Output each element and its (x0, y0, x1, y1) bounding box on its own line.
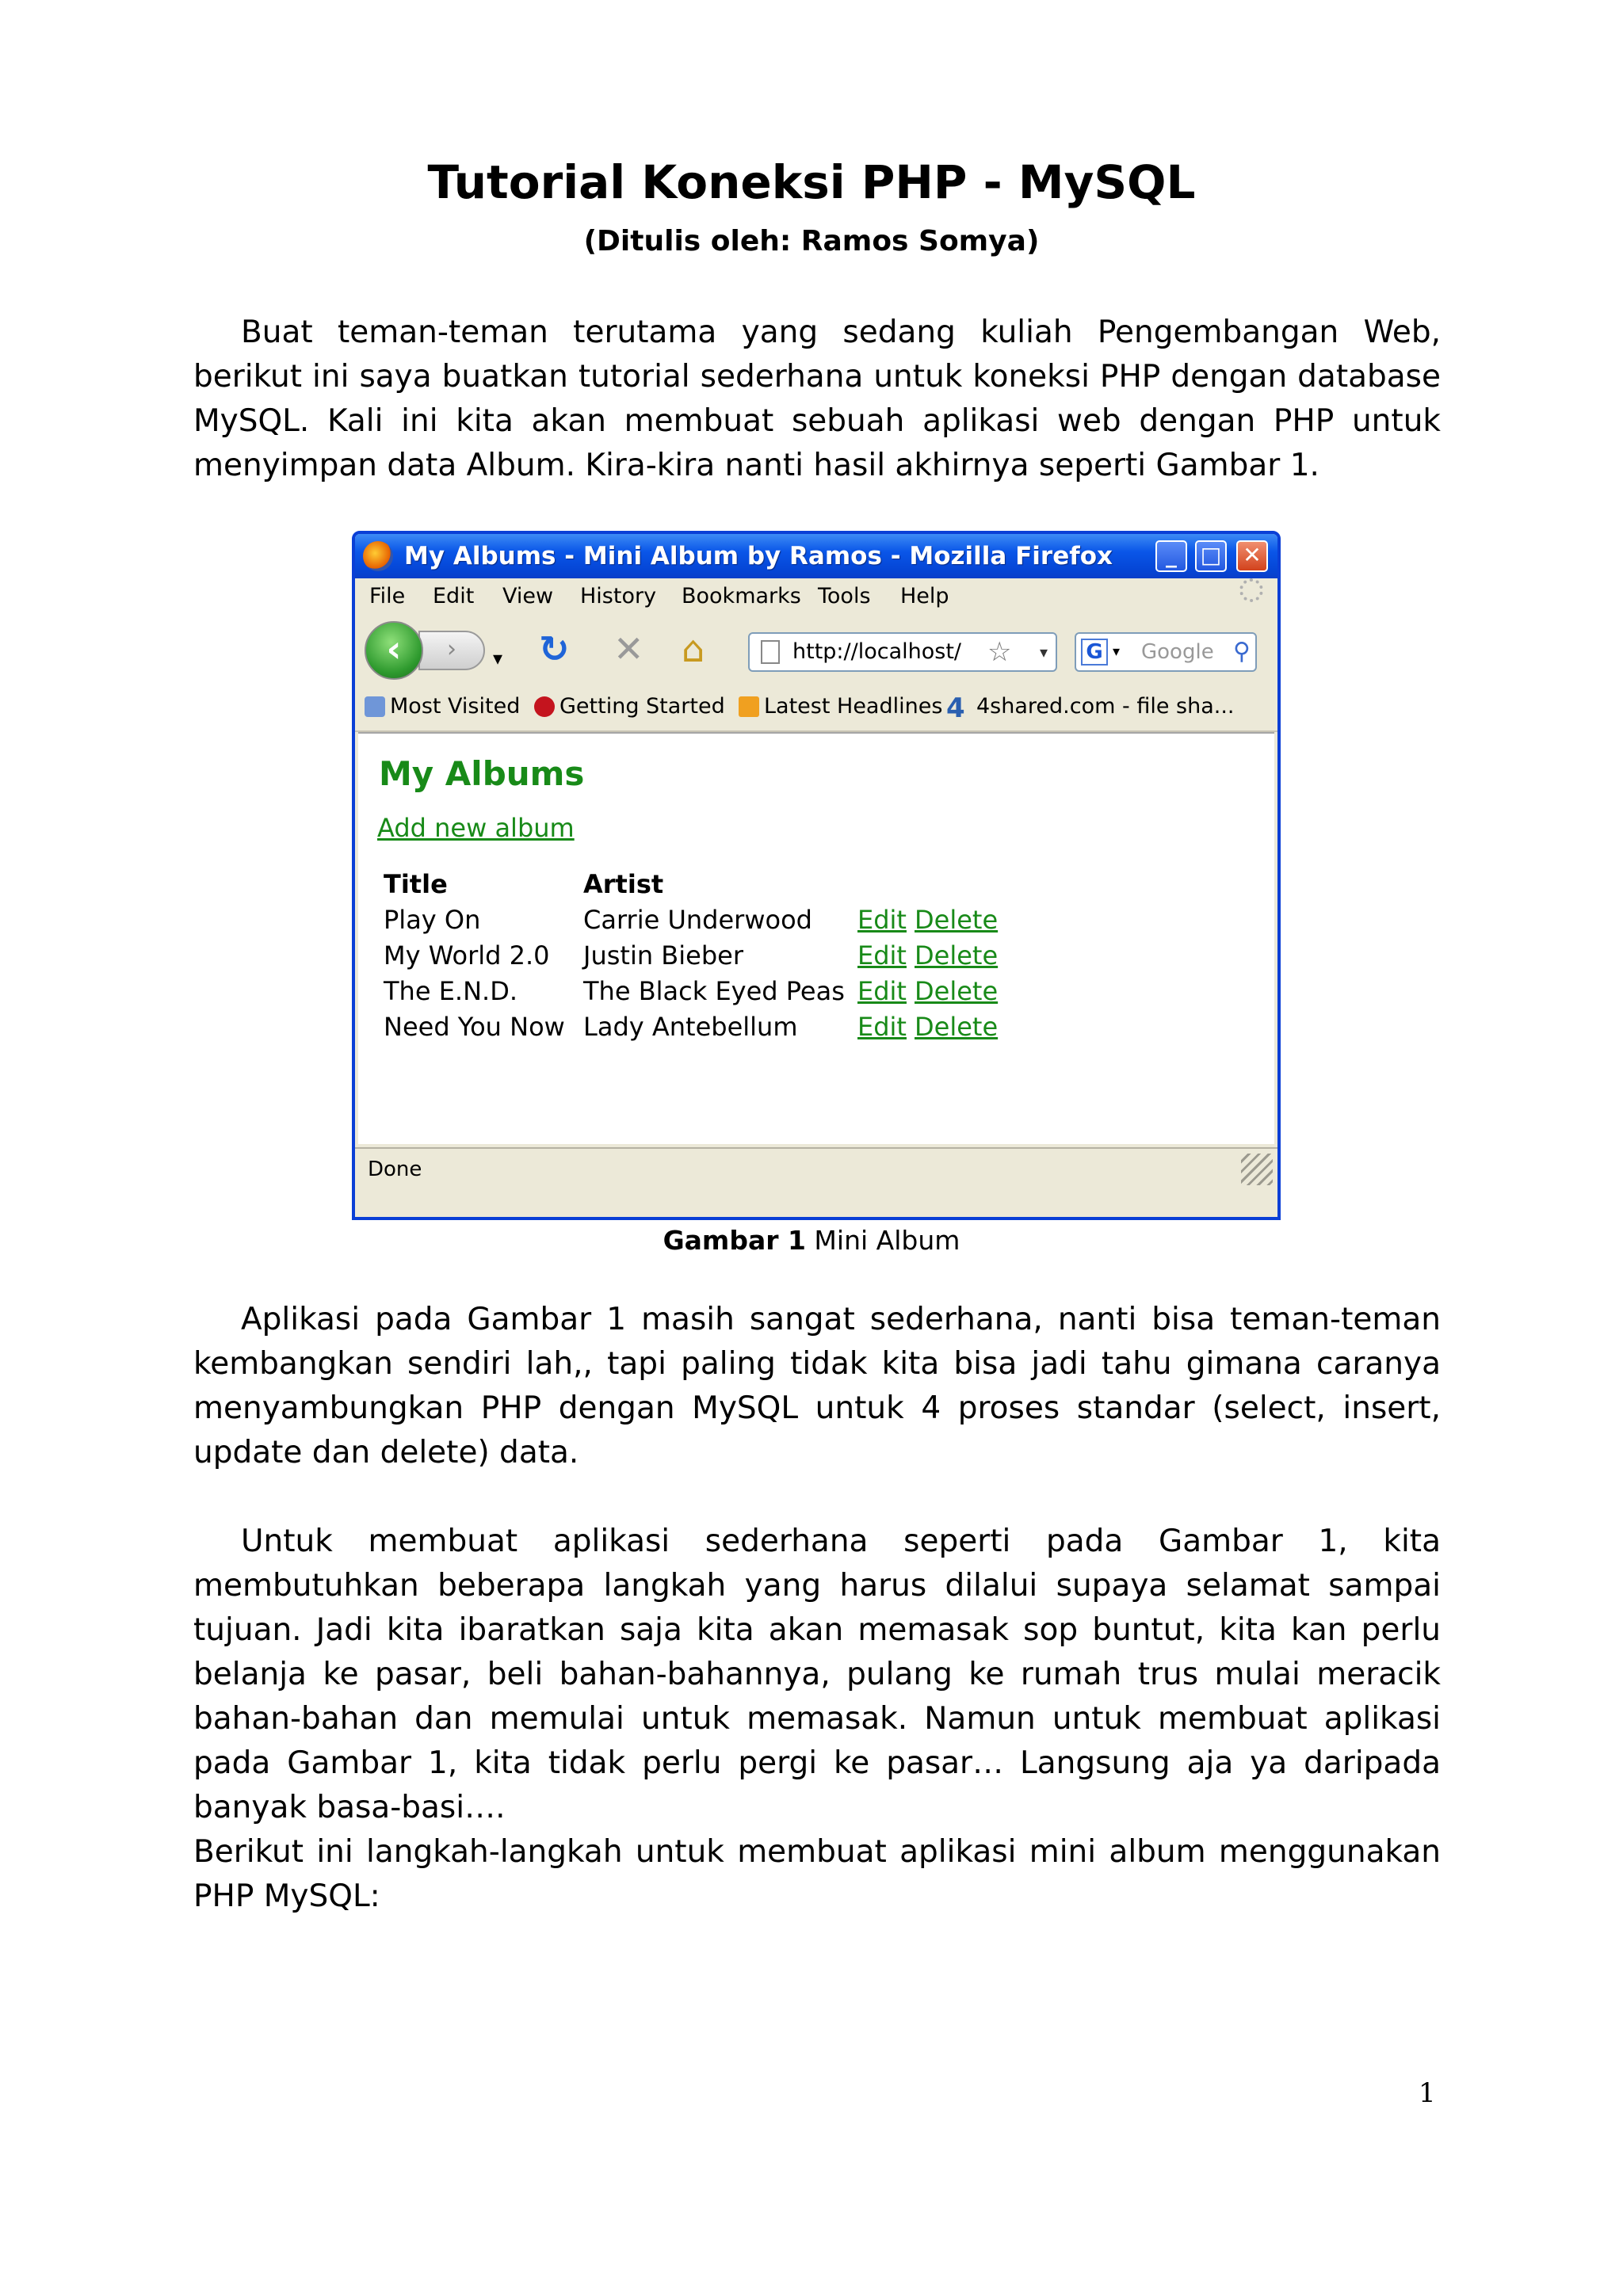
google-engine-icon[interactable]: G (1081, 639, 1108, 666)
column-header-artist: Artist (583, 869, 664, 899)
paragraph-2: Aplikasi pada Gambar 1 masih sangat sederhana, nanti bisa teman-teman kembangkan sendiri lah,, tapi paling tidak kita bisa jadi tahu gimana caranya menyambungkan PHP dengan MySQL untuk 4 proses standar (select, insert, update dan delete) data. (193, 1302, 1441, 1470)
engine-dropdown-icon[interactable]: ▾ (1113, 643, 1121, 660)
search-placeholder[interactable]: Google (1141, 640, 1214, 664)
document-byline: (Ditulis oleh: Ramos Somya) (583, 225, 1040, 257)
maximize-icon[interactable]: □ (1195, 540, 1227, 572)
firefox-window-screenshot (352, 531, 1281, 1220)
mozilla-icon (534, 696, 555, 717)
menu-item-history[interactable]: History (580, 584, 657, 608)
delete-link[interactable]: Delete (915, 905, 999, 935)
figure-caption (0, 1223, 1623, 1258)
reload-icon[interactable]: ↻ (539, 627, 570, 670)
url-text[interactable]: http://localhost/ (792, 639, 962, 664)
caption-label: Gambar 1 (663, 1225, 806, 1256)
document-title: Tutorial Koneksi PHP - MySQL (427, 155, 1196, 209)
bookmark-latest-headlines[interactable] (739, 683, 942, 730)
bookmark-label[interactable]: 4shared.com - file sha... (976, 694, 1235, 719)
bookmark-star-icon[interactable]: ☆ (987, 636, 1012, 668)
bookmark-label[interactable]: Latest Headlines (764, 694, 943, 719)
folder-icon (365, 696, 385, 717)
bookmarks-toolbar (355, 683, 1277, 732)
album-title: The E.N.D. (384, 976, 517, 1006)
menu-item-file[interactable]: File (369, 584, 406, 608)
bookmark-label[interactable]: Most Visited (390, 694, 521, 719)
album-title: Need You Now (384, 1012, 565, 1042)
album-artist: Lady Antebellum (583, 1012, 798, 1042)
delete-link[interactable]: Delete (915, 976, 999, 1006)
edit-link[interactable]: Edit (857, 940, 907, 971)
menu-item-bookmarks[interactable]: Bookmarks (682, 584, 801, 608)
bookmark-most-visited[interactable] (365, 683, 520, 730)
menu-item-tools[interactable]: Tools (818, 584, 871, 608)
url-bar[interactable] (748, 632, 1057, 672)
rss-feed-icon (739, 696, 759, 717)
menu-item-help[interactable]: Help (900, 584, 949, 608)
4shared-logo-icon: 4 (946, 692, 965, 724)
album-title: Play On (384, 905, 481, 935)
navigation-toolbar (355, 615, 1277, 683)
page-icon (761, 640, 780, 664)
paragraph-3: Untuk membuat aplikasi sederhana seperti pada Gambar 1, kita membutuhkan beberapa langkah yang harus dilalui supaya selamat sampai tujuan. Jadi kita ibaratkan saja kita akan memasak sop buntut, kita kan perlu belanja ke pasar, beli bahan-bahannya, pulang ke rumah trus mulai meracik bahan-bahan dan memulai untuk memasak. Namun untuk membuat aplikasi pada Gambar 1, kita tidak perlu pergi ke pasar… Langsung aja ya daripada banyak basa-basi…. (193, 1524, 1441, 1825)
search-icon[interactable]: ⚲ (1233, 638, 1251, 666)
bookmark-4shared[interactable] (946, 683, 1235, 730)
paragraph-4: Berikut ini langkah-langkah untuk membuat aplikasi mini album menggunakan PHP MySQL: (193, 1834, 1441, 1914)
url-dropdown-icon[interactable]: ▾ (1039, 643, 1048, 662)
window-titlebar (355, 534, 1277, 578)
stop-icon[interactable]: ✕ (613, 627, 644, 670)
edit-link[interactable]: Edit (857, 976, 907, 1006)
back-button[interactable]: ‹ (365, 621, 423, 680)
home-icon[interactable]: ⌂ (682, 627, 705, 670)
throbber-icon (1239, 578, 1263, 602)
intro-paragraph: Buat teman-teman terutama yang sedang kuliah Pengembangan Web, berikut ini saya buatkan tutorial sederhana untuk koneksi PHP dengan database MySQL. Kali ini kita akan membuat sebuah aplikasi web dengan PHP untuk menyimpan data Album. Kira-kira nanti hasil akhirnya seperti Gambar 1. (193, 315, 1441, 483)
album-artist: Carrie Underwood (583, 905, 812, 935)
bookmark-getting-started[interactable] (534, 683, 725, 730)
album-title: My World 2.0 (384, 940, 550, 971)
edit-link[interactable]: Edit (857, 905, 907, 935)
delete-link[interactable]: Delete (915, 1012, 999, 1042)
search-bar[interactable] (1075, 632, 1257, 672)
minimize-icon[interactable]: _ (1155, 540, 1187, 572)
page-number: 1 (1419, 2077, 1436, 2109)
page-content (358, 732, 1274, 1144)
delete-link[interactable]: Delete (915, 940, 999, 971)
caption-text: Mini Album (805, 1225, 960, 1256)
edit-link[interactable]: Edit (857, 1012, 907, 1042)
history-dropdown-icon[interactable]: ▾ (493, 647, 503, 669)
firefox-logo-icon (363, 541, 393, 571)
album-artist: Justin Bieber (583, 940, 743, 971)
resize-grip-icon[interactable] (1241, 1154, 1273, 1185)
column-header-title: Title (384, 869, 448, 899)
status-text: Done (368, 1158, 422, 1181)
forward-button[interactable]: › (418, 631, 485, 670)
add-new-album-link[interactable]: Add new album (377, 813, 575, 843)
window-title: My Albums - Mini Album by Ramos - Mozilla Firefox (404, 542, 1113, 570)
menu-item-edit[interactable]: Edit (433, 584, 475, 608)
album-artist: The Black Eyed Peas (583, 976, 845, 1006)
albums-heading: My Albums (379, 754, 585, 793)
menu-item-view[interactable]: View (502, 584, 554, 608)
status-bar (355, 1147, 1277, 1190)
close-icon[interactable]: ✕ (1236, 540, 1268, 572)
menu-bar (355, 578, 1277, 615)
bookmark-label[interactable]: Getting Started (559, 694, 725, 719)
